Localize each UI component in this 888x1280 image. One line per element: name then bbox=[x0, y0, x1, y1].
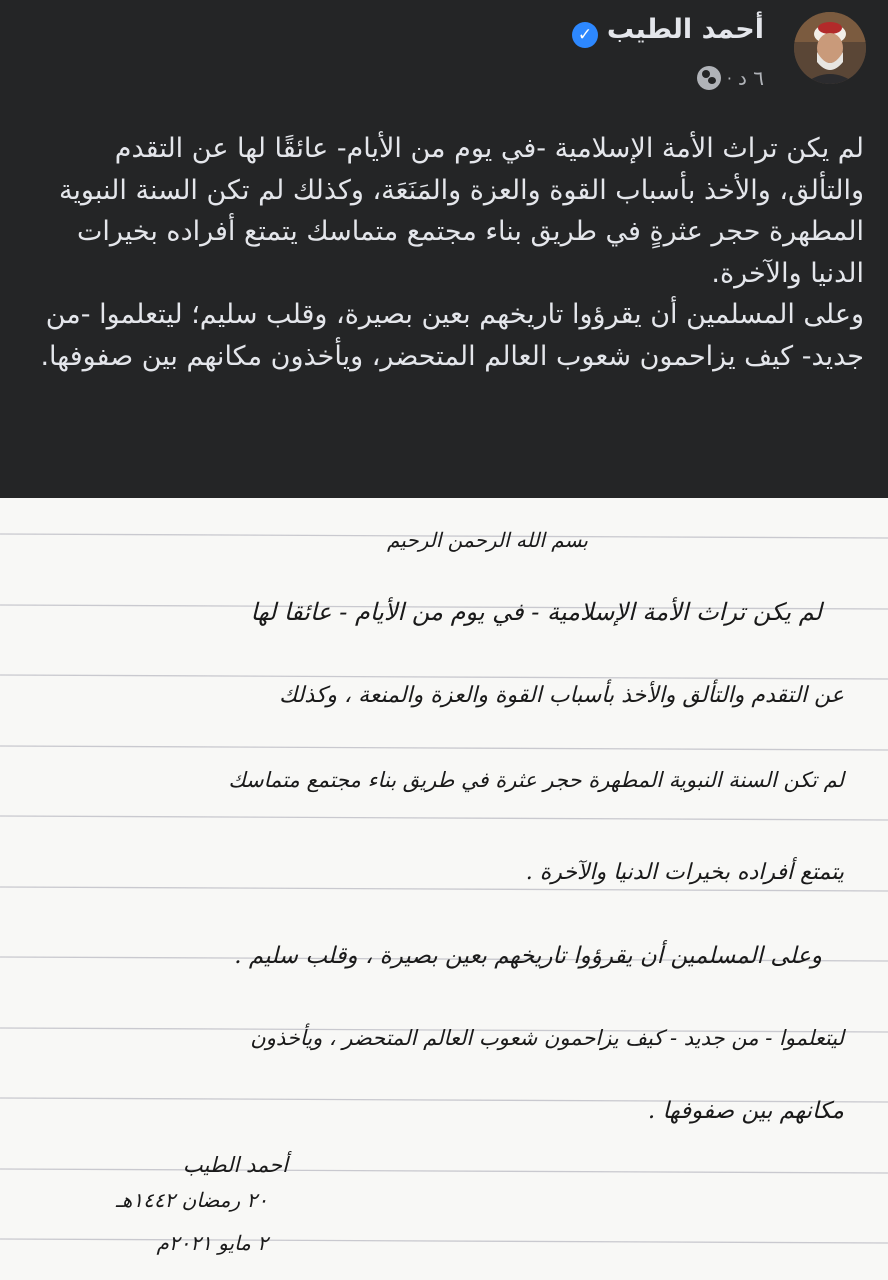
letter-line-2: عن التقدم والتألق والأخذ بأسباب القوة والعزة والمنعة ، وكذلك bbox=[279, 683, 844, 708]
letter-date-gregorian: ٢ مايو ٢٠٢١م bbox=[156, 1231, 268, 1255]
post-time[interactable]: ٦ د bbox=[737, 66, 764, 90]
meta-separator: · bbox=[726, 68, 732, 88]
letter-date-hijri: ٢٠ رمضان ١٤٤٢هـ bbox=[115, 1188, 268, 1212]
avatar-photo bbox=[794, 12, 866, 84]
post-paragraph-1: لم يكن تراث الأمة الإسلامية -في يوم من الأيام- عائقًا لها عن التقدم والتألق، والأخذ بأسباب القوة والعزة والمَنَعَة، وكذلك لم تكن السنة النبوية المطهرة حجر عثرةٍ في طريق بناء مجتمع متماسك يتمتع أفراده بخيرات الدنيا والآخرة. bbox=[58, 133, 864, 289]
author-name[interactable]: أحمد الطيب bbox=[606, 14, 764, 45]
letter-basmala: بسم الله الرحمن الرحيم bbox=[386, 528, 588, 552]
letter-line-7: مكانهم بين صفوفها . bbox=[647, 1098, 844, 1124]
letter-line-5: وعلى المسلمين أن يقرؤوا تاريخهم بعين بصيرة ، وقلب سليم . bbox=[234, 943, 822, 969]
avatar[interactable] bbox=[794, 12, 866, 84]
post-paragraph-2: وعلى المسلمين أن يقرؤوا تاريخهم بعين بصيرة، وقلب سليم؛ ليتعلموا -من جديد- كيف يزاحمون شعوب العالم المتحضر، ويأخذون مكانهم بين صفوفها. bbox=[40, 299, 864, 372]
post-header bbox=[0, 0, 888, 110]
letter-line-4: يتمتع أفراده بخيرات الدنيا والآخرة . bbox=[525, 860, 844, 885]
verified-badge-icon: ✓ bbox=[572, 22, 598, 48]
globe-icon[interactable] bbox=[697, 66, 721, 90]
letter-line-1: لم يكن تراث الأمة الإسلامية - في يوم من الأيام - عائقا لها bbox=[250, 598, 822, 626]
letter-signature: أحمد الطيب bbox=[182, 1153, 288, 1177]
post-meta bbox=[697, 66, 764, 90]
post-text bbox=[24, 128, 864, 377]
letter-line-3: لم تكن السنة النبوية المطهرة حجر عثرة في طريق بناء مجتمع متماسك bbox=[228, 768, 844, 792]
post-image-handwritten-letter[interactable] bbox=[0, 498, 888, 1280]
letter-line-6: ليتعلموا - من جديد - كيف يزاحمون شعوب العالم المتحضر ، ويأخذون bbox=[250, 1026, 844, 1050]
